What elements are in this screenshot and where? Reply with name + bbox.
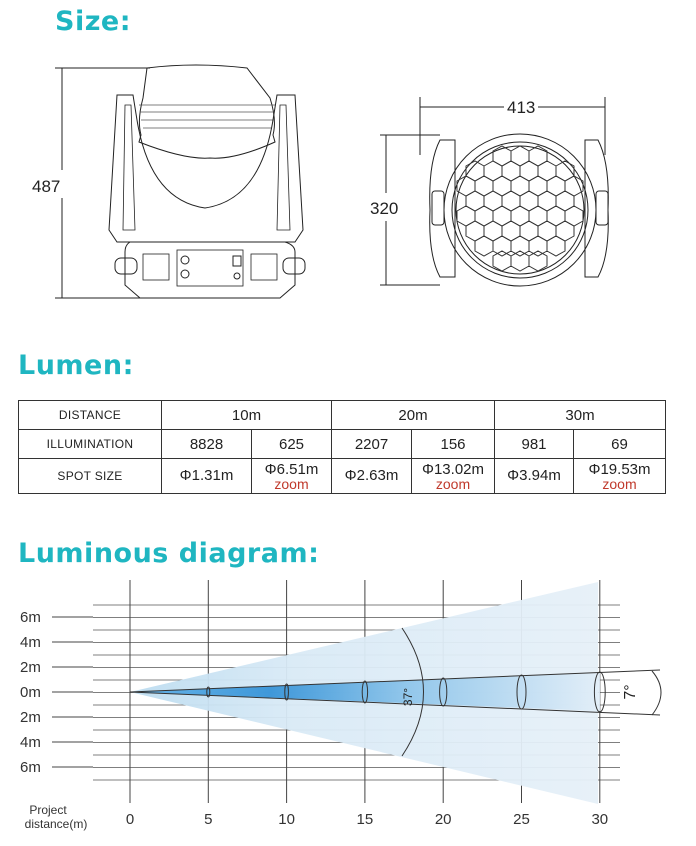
- width-dimension-label: 413: [504, 98, 538, 118]
- x-tick-label: 15: [356, 811, 374, 828]
- illumination-cell: 625: [252, 430, 332, 459]
- distance-header: DISTANCE: [19, 401, 162, 430]
- x-axis-label-line1: Project: [29, 803, 67, 817]
- height-dimension-label: 487: [32, 177, 61, 196]
- luminous-diagram-heading: Luminous diagram:: [18, 538, 320, 569]
- top-view-drawing: [380, 95, 620, 295]
- zoom-note: zoom: [602, 475, 637, 492]
- spot-size-cell: [495, 459, 574, 494]
- illumination-cell: 8828: [162, 430, 252, 459]
- spot-size-value: Φ2.63m: [344, 467, 399, 484]
- spot-size-value: Φ6.51m: [264, 460, 319, 478]
- distance-row: [19, 401, 666, 430]
- zoom-note: zoom: [435, 475, 471, 492]
- y-tick-label: 2m: [20, 709, 41, 726]
- depth-dimension-label: 320: [370, 199, 399, 218]
- wide-angle-label: 37°: [401, 687, 415, 707]
- spot-size-value: Φ1.31m: [179, 467, 234, 484]
- spot-size-cell: [332, 459, 412, 494]
- illumination-row: [19, 430, 666, 459]
- spot-size-value: Φ3.94m: [507, 467, 561, 484]
- spot-size-cell: [574, 459, 666, 494]
- narrow-angle-label: 7°: [622, 684, 639, 700]
- x-tick-label: 30: [591, 811, 609, 828]
- x-tick-label: 10: [278, 811, 295, 828]
- size-heading: Size:: [55, 6, 132, 37]
- zoom-note: zoom: [274, 475, 309, 492]
- y-tick-label: 4m: [20, 734, 41, 751]
- y-tick-label: 6m: [20, 609, 41, 626]
- lumen-table: [18, 400, 666, 494]
- illumination-cell: 2207: [332, 430, 412, 459]
- lumen-heading: Lumen:: [18, 350, 134, 381]
- y-tick-label: 6m: [20, 759, 41, 776]
- spot-size-value: Φ19.53m: [588, 460, 651, 478]
- front-view-drawing: [55, 60, 345, 310]
- distance-30m: 30m: [495, 401, 666, 430]
- y-tick-label: 4m: [20, 634, 41, 651]
- spot-size-row: [19, 459, 666, 494]
- spot-size-cell: [412, 459, 495, 494]
- spot-size-cell: [162, 459, 252, 494]
- spot-size-cell: [252, 459, 332, 494]
- spot-size-header: SPOT SIZE: [19, 459, 162, 494]
- spot-size-value: Φ13.02m: [422, 460, 484, 478]
- x-tick-label: 25: [513, 811, 530, 828]
- y-tick-label: 2m: [20, 659, 41, 676]
- distance-20m: 20m: [332, 401, 495, 430]
- narrow-angle-arc: [652, 671, 661, 715]
- x-axis-label-line2: distance(m): [24, 817, 88, 831]
- illumination-cell: 981: [495, 430, 574, 459]
- illumination-cell: 69: [574, 430, 666, 459]
- distance-10m: 10m: [162, 401, 332, 430]
- x-tick-label: 0: [125, 811, 135, 828]
- x-tick-label: 20: [434, 811, 452, 828]
- illumination-cell: 156: [412, 430, 495, 459]
- luminous-diagram: [0, 575, 696, 846]
- x-tick-label: 5: [204, 811, 213, 828]
- y-tick-label: 0m: [20, 684, 41, 701]
- illumination-header: ILLUMINATION: [19, 430, 162, 459]
